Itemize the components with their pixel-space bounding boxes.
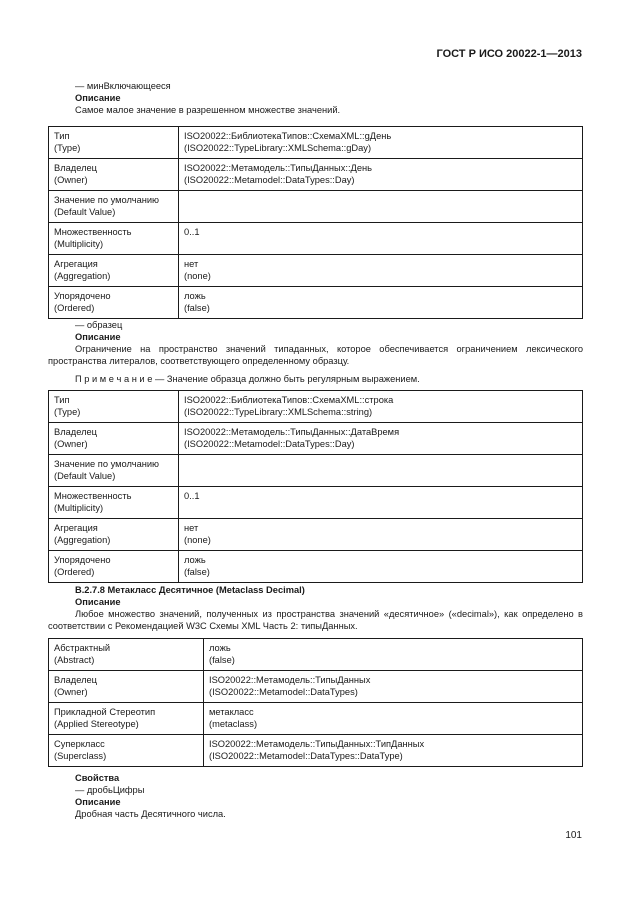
table-row <box>49 391 583 423</box>
property-label-cell <box>49 703 204 735</box>
description-heading: Описание <box>75 93 121 103</box>
property-value: (false) <box>184 303 210 313</box>
property-value-cell <box>204 639 583 671</box>
description-text: Любое множество значений, полученных из пространства значений «десятичное» («decimal»), как определено в соответствии с Рекомендацией W3C Схемы XML Часть 2: типыДанных. <box>48 609 583 631</box>
property-label: Упорядочено <box>54 291 111 301</box>
property-value: нет <box>184 523 199 533</box>
property-value: (ISO20022::TypeLibrary::XMLSchema::gDay) <box>184 143 372 153</box>
section-heading: B.2.7.8 Метакласс Десятичное (Metaclass Decimal) <box>75 585 305 595</box>
property-label: Множественность <box>54 491 132 501</box>
property-label-cell <box>49 223 179 255</box>
property-label-cell <box>49 519 179 551</box>
property-value: 0..1 <box>184 227 200 237</box>
property-label: (Aggregation) <box>54 271 111 281</box>
property-label: (Type) <box>54 143 81 153</box>
property-value: (ISO20022::Metamodel::DataTypes::Day) <box>184 175 355 185</box>
property-table-2 <box>48 390 583 583</box>
table-row <box>49 127 583 159</box>
document-header: ГОСТ Р ИСО 20022-1—2013 <box>436 48 582 60</box>
property-value: ISO20022::Метамодель::ТипыДанных <box>209 675 371 685</box>
property-table-3 <box>48 638 583 767</box>
table-body <box>49 639 583 767</box>
property-value: (false) <box>184 567 210 577</box>
property-value: (ISO20022::Metamodel::DataTypes::Day) <box>184 439 355 449</box>
property-value: ложь <box>209 643 231 653</box>
table-row <box>49 519 583 551</box>
property-label: Упорядочено <box>54 555 111 565</box>
property-value-cell <box>179 519 583 551</box>
properties-heading: Свойства <box>75 773 120 783</box>
property-label: Владелец <box>54 675 98 685</box>
property-value: ISO20022::БиблиотекаТипов::СхемаXML::строка <box>184 395 394 405</box>
property-label: Прикладной Стереотип <box>54 707 156 717</box>
property-table-1 <box>48 126 583 319</box>
property-label-cell <box>49 487 179 519</box>
table-row <box>49 223 583 255</box>
property-value-cell <box>179 487 583 519</box>
property-label-cell <box>49 255 179 287</box>
property-label: (Applied Stereotype) <box>54 719 139 729</box>
table-row <box>49 671 583 703</box>
property-value: (none) <box>184 271 211 281</box>
table-row <box>49 703 583 735</box>
property-value-cell <box>179 159 583 191</box>
property-label: (Default Value) <box>54 207 116 217</box>
property-label: (Aggregation) <box>54 535 111 545</box>
property-label: (Owner) <box>54 687 88 697</box>
property-label: (Superclass) <box>54 751 107 761</box>
property-value-cell <box>179 223 583 255</box>
property-label: Суперкласс <box>54 739 105 749</box>
property-value: (ISO20022::Metamodel::DataTypes::DataType) <box>209 751 403 761</box>
table-row <box>49 423 583 455</box>
table-body <box>49 391 583 583</box>
property-name: — образец <box>75 320 123 330</box>
property-label-cell <box>49 127 179 159</box>
property-value-cell <box>179 423 583 455</box>
description-text: Дробная часть Десятичного числа. <box>75 809 226 819</box>
property-label-cell <box>49 423 179 455</box>
table-row <box>49 159 583 191</box>
property-value-cell <box>204 671 583 703</box>
property-value: (ISO20022::Metamodel::DataTypes) <box>209 687 358 697</box>
property-label: (Owner) <box>54 439 88 449</box>
description-heading: Описание <box>75 797 121 807</box>
property-value-cell <box>179 255 583 287</box>
property-name: — минВключающееся <box>75 81 171 91</box>
table-row <box>49 639 583 671</box>
property-label: Тип <box>54 395 70 405</box>
property-label: Тип <box>54 131 70 141</box>
property-label-cell <box>49 391 179 423</box>
description-text: Ограничение на пространство значений типаданных, которое обеспечивается ограничением лексического пространства литералов, соответствующего определенному образцу. <box>48 344 583 366</box>
property-label: Владелец <box>54 427 98 437</box>
property-value: 0..1 <box>184 491 200 501</box>
table-row <box>49 455 583 487</box>
property-label: (Multiplicity) <box>54 503 104 513</box>
property-label: Значение по умолчанию <box>54 195 160 205</box>
property-label-cell <box>49 551 179 583</box>
property-label: Агрегация <box>54 523 98 533</box>
property-label: (Multiplicity) <box>54 239 104 249</box>
description-text: Самое малое значение в разрешенном множестве значений. <box>75 105 341 115</box>
property-value-cell <box>179 191 583 223</box>
table-row <box>49 191 583 223</box>
property-label: (Ordered) <box>54 303 95 313</box>
property-value: ложь <box>184 555 206 565</box>
property-value-cell <box>204 703 583 735</box>
property-label: Агрегация <box>54 259 98 269</box>
table-row <box>49 255 583 287</box>
property-label: (Owner) <box>54 175 88 185</box>
property-value: (ISO20022::TypeLibrary::XMLSchema::string) <box>184 407 373 417</box>
property-label: (Abstract) <box>54 655 95 665</box>
property-label: (Type) <box>54 407 81 417</box>
table-row <box>49 287 583 319</box>
property-value: (metaclass) <box>209 719 258 729</box>
page-number: 101 <box>565 830 582 841</box>
table-body <box>49 127 583 319</box>
property-value: нет <box>184 259 199 269</box>
property-value: (false) <box>209 655 235 665</box>
property-label: (Default Value) <box>54 471 116 481</box>
property-label-cell <box>49 455 179 487</box>
property-value: ISO20022::БиблиотекаТипов::СхемаXML::gДень <box>184 131 392 141</box>
property-label: Абстрактный <box>54 643 111 653</box>
table-row <box>49 551 583 583</box>
property-label: Владелец <box>54 163 98 173</box>
description-heading: Описание <box>75 332 121 342</box>
property-label-cell <box>49 735 204 767</box>
property-value: ложь <box>184 291 206 301</box>
property-label: Множественность <box>54 227 132 237</box>
property-value-cell <box>204 735 583 767</box>
property-name: — дробьЦифры <box>75 785 145 795</box>
property-label-cell <box>49 287 179 319</box>
property-label-cell <box>49 159 179 191</box>
property-value: метакласс <box>209 707 254 717</box>
table-row <box>49 487 583 519</box>
property-value: ISO20022::Метамодель::ТипыДанных::День <box>184 163 373 173</box>
property-label-cell <box>49 639 204 671</box>
table-row <box>49 735 583 767</box>
description-heading: Описание <box>75 597 121 607</box>
property-value-cell <box>179 391 583 423</box>
property-label-cell <box>49 191 179 223</box>
property-label-cell <box>49 671 204 703</box>
property-label: Значение по умолчанию <box>54 459 160 469</box>
property-value-cell <box>179 551 583 583</box>
property-label: (Ordered) <box>54 567 95 577</box>
property-value: ISO20022::Метамодель::ТипыДанных::ТипДанных <box>209 739 425 749</box>
property-value: ISO20022::Метамодель::ТипыДанных::ДатаВремя <box>184 427 400 437</box>
note-text: П р и м е ч а н и е — Значение образца должно быть регулярным выражением. <box>75 374 420 384</box>
property-value-cell <box>179 127 583 159</box>
property-value-cell <box>179 455 583 487</box>
property-value-cell <box>179 287 583 319</box>
property-value: (none) <box>184 535 211 545</box>
